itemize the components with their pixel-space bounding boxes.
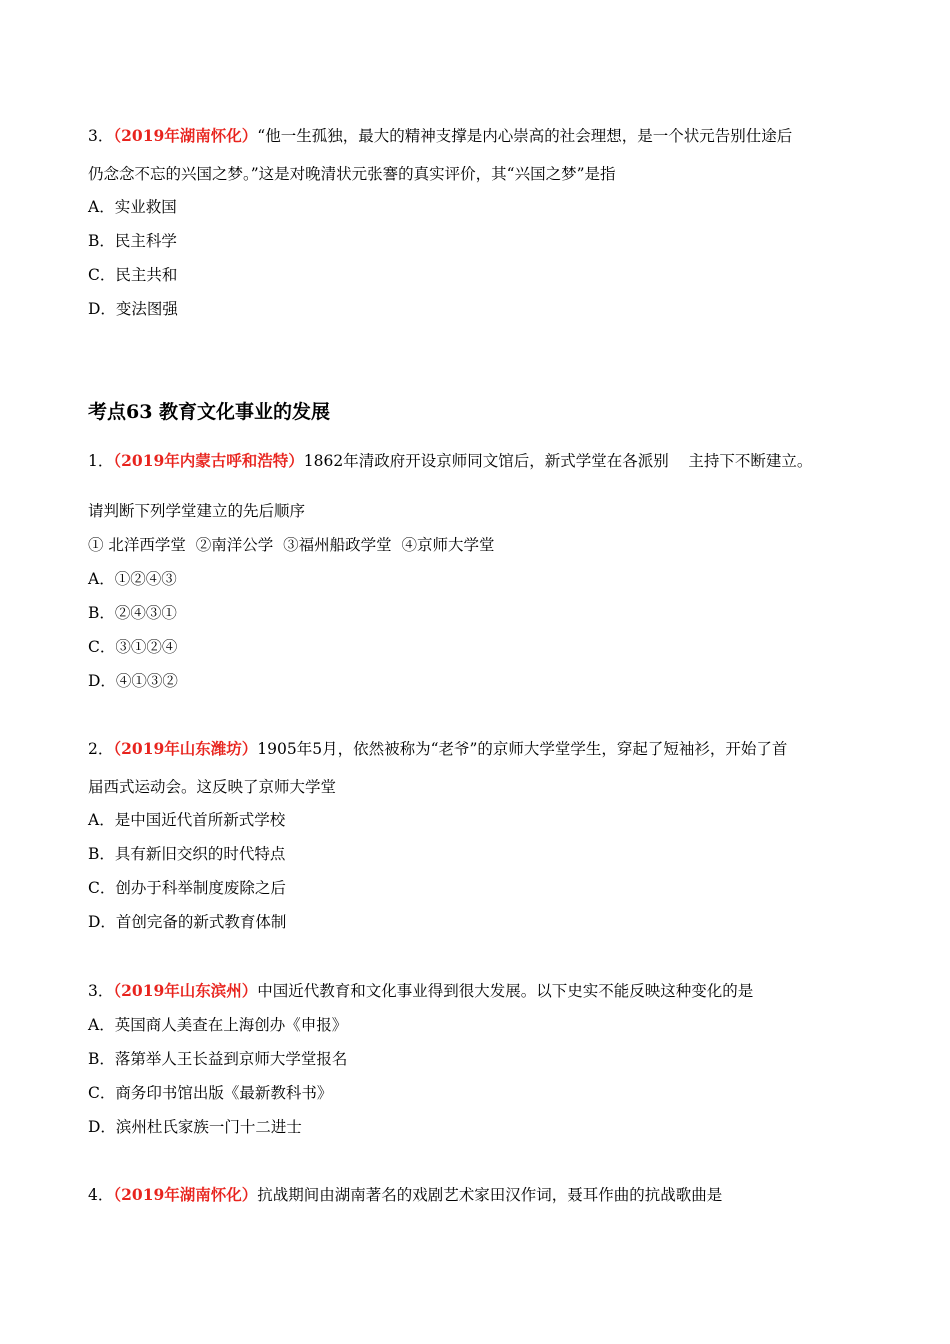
- question-source: （2019年山东滨州）: [113, 981, 258, 1000]
- option-c: C．创办于科举制度废除之后: [88, 879, 286, 897]
- question-source: （2019年内蒙古呼和浩特）: [113, 451, 304, 470]
- question-2-stem-line2: 届西式运动会。这反映了京师大学堂: [88, 778, 337, 796]
- question-3-prev-stem-line1: [88, 125, 792, 147]
- question-number: 2．: [88, 740, 114, 758]
- question-number: 4．: [88, 1186, 114, 1204]
- option-a: A．是中国近代首所新式学校: [88, 811, 286, 829]
- option-c: C．民主共和: [88, 266, 178, 284]
- option-b: B．具有新旧交织的时代特点: [88, 845, 286, 863]
- option-a: A．实业救国: [88, 198, 177, 216]
- question-2-stem-line1: [88, 738, 787, 760]
- option-d: D．变法图强: [88, 300, 178, 318]
- question-source: （2019年湖南怀化）: [113, 126, 258, 145]
- question-source: （2019年山东潍坊）: [113, 739, 258, 758]
- question-1-stem-line3: ① 北洋西学堂 ②南洋公学 ③福州船政学堂 ④京师大学堂: [88, 536, 495, 554]
- option-d: D．滨州杜氏家族一门十二进士: [88, 1118, 302, 1136]
- question-stem-text: 抗战期间由湖南著名的戏剧艺术家田汉作词，聂耳作曲的抗战歌曲是: [257, 1186, 723, 1204]
- question-1-stem-line2: 请判断下列学堂建立的先后顺序: [88, 502, 306, 520]
- option-a: A．①②④③: [88, 570, 177, 588]
- option-c: C．商务印书馆出版《最新教科书》: [88, 1084, 333, 1102]
- option-d: D．④①③②: [88, 672, 178, 690]
- option-c: C．③①②④: [88, 638, 178, 656]
- question-source: （2019年湖南怀化）: [113, 1185, 258, 1204]
- question-stem-text: 中国近代教育和文化事业得到很大发展。以下史实不能反映这种变化的是: [257, 982, 754, 1000]
- question-4-stem-line1: [88, 1184, 722, 1206]
- option-b: B．②④③①: [88, 604, 177, 622]
- question-3-prev-stem-line2: 仍念念不忘的兴国之梦。”这是对晚清状元张謇的真实评价，其“兴国之梦”是指: [88, 165, 616, 183]
- question-number: 3．: [88, 127, 114, 145]
- option-b: B．落第举人王长益到京师大学堂报名: [88, 1050, 348, 1068]
- question-number: 1．: [88, 452, 114, 470]
- section-heading: 考点63 教育文化事业的发展: [88, 401, 331, 423]
- option-d: D．首创完备的新式教育体制: [88, 913, 287, 931]
- question-3-stem-line1: [88, 980, 753, 1002]
- question-stem-text: “他一生孤独，最大的精神支撑是内心崇高的社会理想，是一个状元告别仕途后: [257, 127, 793, 145]
- question-stem-text: 1862年清政府开设京师同文馆后，新式学堂在各派别 主持下不断建立。: [303, 452, 813, 470]
- question-stem-text: 1905年5月，依然被称为“老爷”的京师大学堂学生，穿起了短袖衫，开始了首: [257, 740, 788, 758]
- question-number: 3．: [88, 982, 114, 1000]
- question-1-stem-line1: [88, 450, 812, 472]
- option-a: A．英国商人美查在上海创办《申报》: [88, 1016, 348, 1034]
- option-b: B．民主科学: [88, 232, 177, 250]
